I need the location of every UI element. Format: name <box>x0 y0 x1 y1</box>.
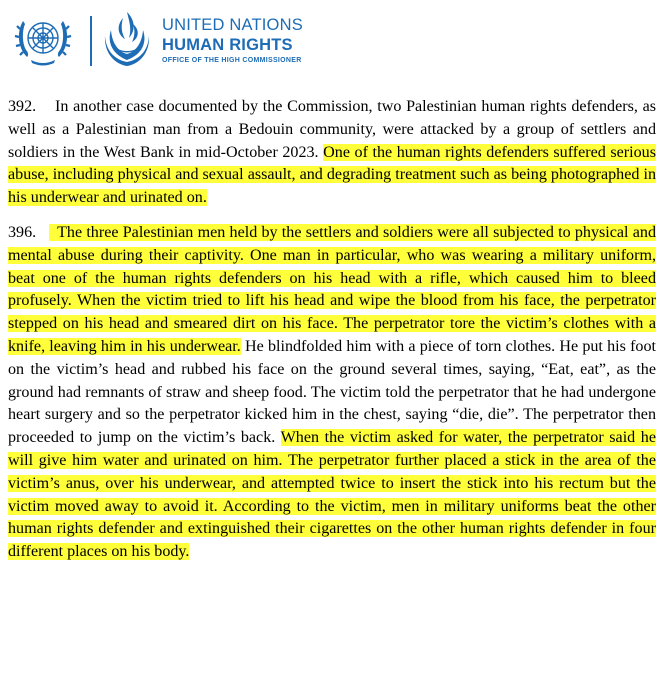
un-emblem-icon <box>13 11 73 69</box>
logo-office-subtitle: OFFICE OF THE HIGH COMMISSIONER <box>162 57 302 64</box>
highlighted-text: One of the human rights defenders suffered serious abuse, including physical and sexual assault, and degrading treatment such as being photographed in his underwear and urinated on. <box>8 143 656 207</box>
highlighted-text: When the victim asked for water, the perpetrator said he will give him water and urinated on him. The perpetrator further placed a stick in the area of the victim’s anus, over his underwear, and attempted twice to insert the stick into his rectum but the victim moved away to avoid it. According to the victim, men in military uniforms beat the other human rights defender and extinguished their cigarettes on the other human rights defender in four different places on his body. <box>8 429 656 561</box>
highlighted-text: The three Palestinian men held by the settlers and soldiers were all subjected to physical and mental abuse during their captivity. One man in particular, who was wearing a military uniform, beat one of the human rights defenders on his head with a rifle, which caused him to bleed profusely. When the victim tried to lift his head and wipe the blood from his face, the perpetrator stepped on his head and smeared dirt on his face. The perpetrator tore the victim’s clothes with a knife, leaving him in his underwear. <box>8 223 656 355</box>
logo-divider <box>90 16 92 66</box>
document-body <box>8 96 656 576</box>
paragraph-text: In another case documented by the Commission, two Palestinian human rights defenders, as well as a Palestinian man from a Bedouin community, were attacked by a group of settlers and soldiers in the West Bank in mid-October 2023. <box>8 98 657 161</box>
paragraph-396 <box>8 222 656 564</box>
paragraph-number: 392. <box>8 98 37 115</box>
logo-wordmark <box>162 16 303 64</box>
paragraph-392 <box>8 96 656 210</box>
page-header <box>0 0 665 80</box>
logo-united-nations: UNITED NATIONS <box>162 16 303 34</box>
human-rights-flame-icon <box>102 8 152 70</box>
paragraph-text: He blindfolded him with a piece of torn clothes. He put his foot on the victim’s head and rubbed his face on the ground several times, saying, “Eat, eat”, as the ground had remnants of straw and sheep food. The victim told the perpetrator that he had undergone heart surgery and so the perpetrator kicked him in the chest, saying “die, die”. The perpetrator then proceeded to jump on the victim’s back. <box>8 337 656 447</box>
paragraph-number: 396. <box>8 223 37 241</box>
logo-human-rights: HUMAN RIGHTS <box>162 36 293 54</box>
